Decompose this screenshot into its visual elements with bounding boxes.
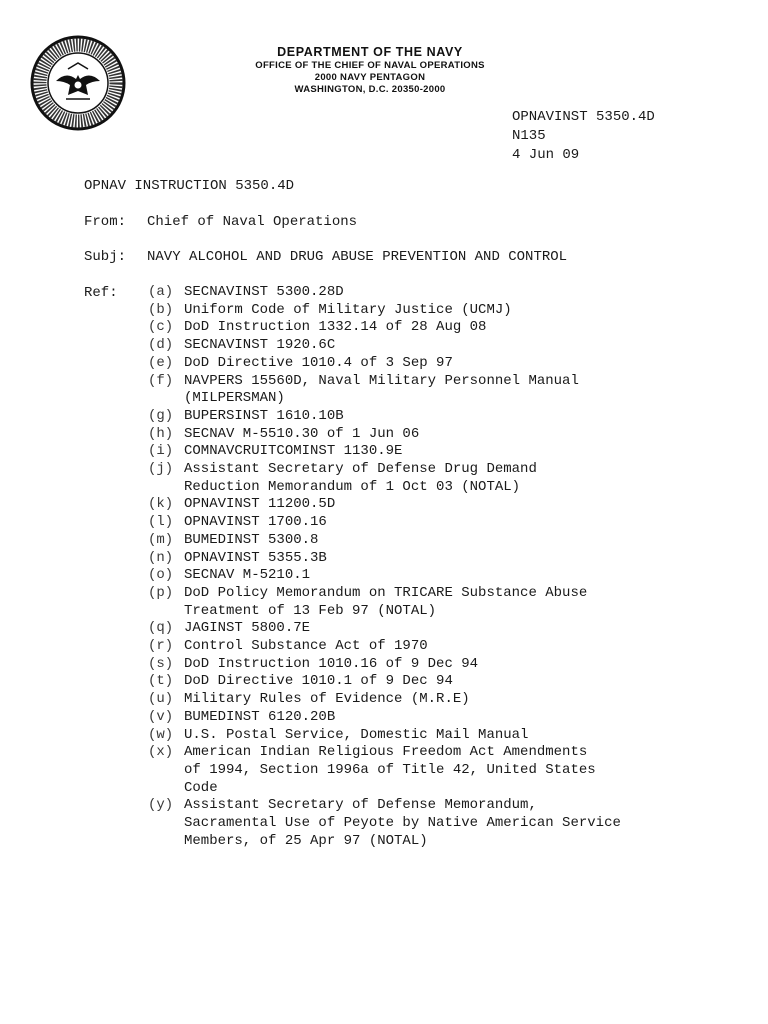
reference-text-line: Assistant Secretary of Defense Memorandum, (184, 797, 537, 814)
reference-letter: (q) (148, 620, 174, 637)
subject-line (84, 248, 567, 267)
reference-text-line: Reduction Memorandum of 1 Oct 03 (NOTAL) (184, 478, 521, 495)
reference-text (184, 496, 748, 514)
reference-text-line: COMNAVCRUITCOMINST 1130.9E (184, 443, 403, 460)
reference-text (184, 337, 748, 355)
reference-text (184, 744, 748, 797)
reference-item (148, 443, 748, 461)
instruction-date: 4 Jun 09 (512, 147, 580, 163)
reference-text-line: BUPERSINST 1610.10B (184, 407, 344, 424)
reference-text (184, 443, 748, 461)
reference-item (148, 355, 748, 373)
reference-item (148, 426, 748, 444)
reference-letter: (d) (148, 337, 174, 354)
reference-text (184, 461, 748, 496)
reference-item (148, 532, 748, 550)
reference-item (148, 461, 748, 496)
reference-text (184, 319, 748, 337)
reference-letter: (x) (148, 744, 174, 761)
reference-text (184, 709, 748, 727)
reference-text (184, 727, 748, 745)
reference-text (184, 691, 748, 709)
reference-item (148, 319, 748, 337)
reference-item (148, 585, 748, 620)
reference-letter: (t) (148, 673, 174, 690)
reference-text (184, 656, 748, 674)
from-value: Chief of Naval Operations (147, 214, 358, 230)
reference-letter: (l) (148, 514, 174, 531)
reference-letter: (b) (148, 301, 174, 318)
instruction-identification-block (512, 108, 655, 165)
reference-letter: (g) (148, 407, 174, 424)
reference-item (148, 620, 748, 638)
reference-text-line: DoD Policy Memorandum on TRICARE Substance Abuse (184, 584, 588, 601)
reference-text (184, 408, 748, 426)
letterhead-address-line-2: WASHINGTON, D.C. 20350-2000 (294, 84, 446, 95)
instruction-number: OPNAVINST 5350.4D (512, 109, 655, 125)
reference-text (184, 673, 748, 691)
department-of-defense-seal (30, 35, 126, 131)
reference-text-line: (MILPERSMAN) (184, 390, 285, 407)
reference-letter: (m) (148, 531, 174, 548)
reference-text (184, 355, 748, 373)
reference-item (148, 673, 748, 691)
reference-text-line: DoD Instruction 1332.14 of 28 Aug 08 (184, 319, 487, 336)
letterhead-office: OFFICE OF THE CHIEF OF NAVAL OPERATIONS (255, 60, 485, 71)
reference-item (148, 638, 748, 656)
reference-letter: (j) (148, 461, 174, 478)
reference-item (148, 496, 748, 514)
reference-text-line: Code (184, 779, 218, 796)
reference-text-line: Assistant Secretary of Defense Drug Demand (184, 461, 537, 478)
reference-text-line: SECNAVINST 5300.28D (184, 284, 344, 300)
reference-text (184, 426, 748, 444)
references-label: Ref: (84, 285, 118, 301)
instruction-title: OPNAV INSTRUCTION 5350.4D (84, 178, 295, 194)
reference-letter: (a) (148, 284, 174, 300)
reference-text (184, 302, 748, 320)
reference-text (184, 514, 748, 532)
reference-item (148, 408, 748, 426)
reference-text-line: American Indian Religious Freedom Act Amendments (184, 744, 588, 761)
reference-item (148, 691, 748, 709)
reference-text (184, 638, 748, 656)
reference-item (148, 567, 748, 585)
letterhead-department: DEPARTMENT OF THE NAVY (277, 45, 463, 59)
reference-item (148, 550, 748, 568)
reference-item (148, 744, 748, 797)
reference-text-line: Treatment of 13 Feb 97 (NOTAL) (184, 602, 437, 619)
reference-item (148, 656, 748, 674)
reference-text-line: SECNAV M-5510.30 of 1 Jun 06 (184, 425, 420, 442)
reference-text-line: OPNAVINST 1700.16 (184, 514, 327, 531)
reference-item (148, 302, 748, 320)
reference-text-line: Control Substance Act of 1970 (184, 638, 428, 655)
reference-item (148, 514, 748, 532)
from-label: From: (84, 214, 127, 230)
letterhead (200, 45, 540, 96)
reference-item (148, 284, 748, 302)
reference-text-line: SECNAVINST 1920.6C (184, 337, 336, 354)
reference-letter: (s) (148, 655, 174, 672)
reference-text-line: OPNAVINST 11200.5D (184, 496, 336, 513)
subject-value: NAVY ALCOHOL AND DRUG ABUSE PREVENTION AND CONTROL (147, 249, 568, 265)
reference-text (184, 585, 748, 620)
reference-text-line: Members, of 25 Apr 97 (NOTAL) (184, 832, 428, 849)
reference-text-line: Sacramental Use of Peyote by Native American Service (184, 815, 621, 832)
reference-letter: (v) (148, 708, 174, 725)
reference-item (148, 709, 748, 727)
reference-text-line: BUMEDINST 6120.20B (184, 708, 336, 725)
reference-text (184, 373, 748, 408)
reference-text-line: Military Rules of Evidence (M.R.E) (184, 691, 470, 708)
reference-letter: (p) (148, 584, 174, 601)
from-line (84, 213, 357, 232)
reference-letter: (f) (148, 372, 174, 389)
reference-text-line: Uniform Code of Military Justice (UCMJ) (184, 301, 512, 318)
seal-emblem-icon (30, 35, 126, 131)
reference-text (184, 550, 748, 568)
reference-letter: (h) (148, 425, 174, 442)
reference-letter: (c) (148, 319, 174, 336)
reference-text (184, 567, 748, 585)
reference-text-line: DoD Directive 1010.1 of 9 Dec 94 (184, 673, 453, 690)
reference-text-line: DoD Directive 1010.4 of 3 Sep 97 (184, 354, 453, 371)
reference-letter: (o) (148, 567, 174, 584)
reference-letter: (i) (148, 443, 174, 460)
reference-item (148, 337, 748, 355)
reference-item (148, 373, 748, 408)
office-code: N135 (512, 128, 546, 144)
reference-item (148, 797, 748, 850)
reference-letter: (y) (148, 797, 174, 814)
reference-letter: (n) (148, 549, 174, 566)
reference-text (184, 620, 748, 638)
reference-text (184, 797, 748, 850)
reference-text-line: JAGINST 5800.7E (184, 620, 311, 637)
reference-text (184, 532, 748, 550)
reference-item (148, 727, 748, 745)
reference-text-line: DoD Instruction 1010.16 of 9 Dec 94 (184, 655, 479, 672)
subject-label: Subj: (84, 249, 127, 265)
reference-letter: (k) (148, 496, 174, 513)
reference-letter: (w) (148, 726, 174, 743)
reference-letter: (u) (148, 691, 174, 708)
reference-text-line: NAVPERS 15560D, Naval Military Personnel Manual (184, 372, 579, 389)
reference-text-line: U.S. Postal Service, Domestic Mail Manual (184, 726, 529, 743)
reference-text-line: SECNAV M-5210.1 (184, 567, 311, 584)
reference-text (184, 284, 748, 302)
reference-letter: (e) (148, 354, 174, 371)
reference-text-line: of 1994, Section 1996a of Title 42, United States (184, 761, 596, 778)
reference-letter: (r) (148, 638, 174, 655)
reference-text-line: BUMEDINST 5300.8 (184, 531, 319, 548)
reference-text-line: OPNAVINST 5355.3B (184, 549, 327, 566)
references-list (148, 284, 748, 851)
letterhead-address-line-1: 2000 NAVY PENTAGON (314, 72, 426, 83)
